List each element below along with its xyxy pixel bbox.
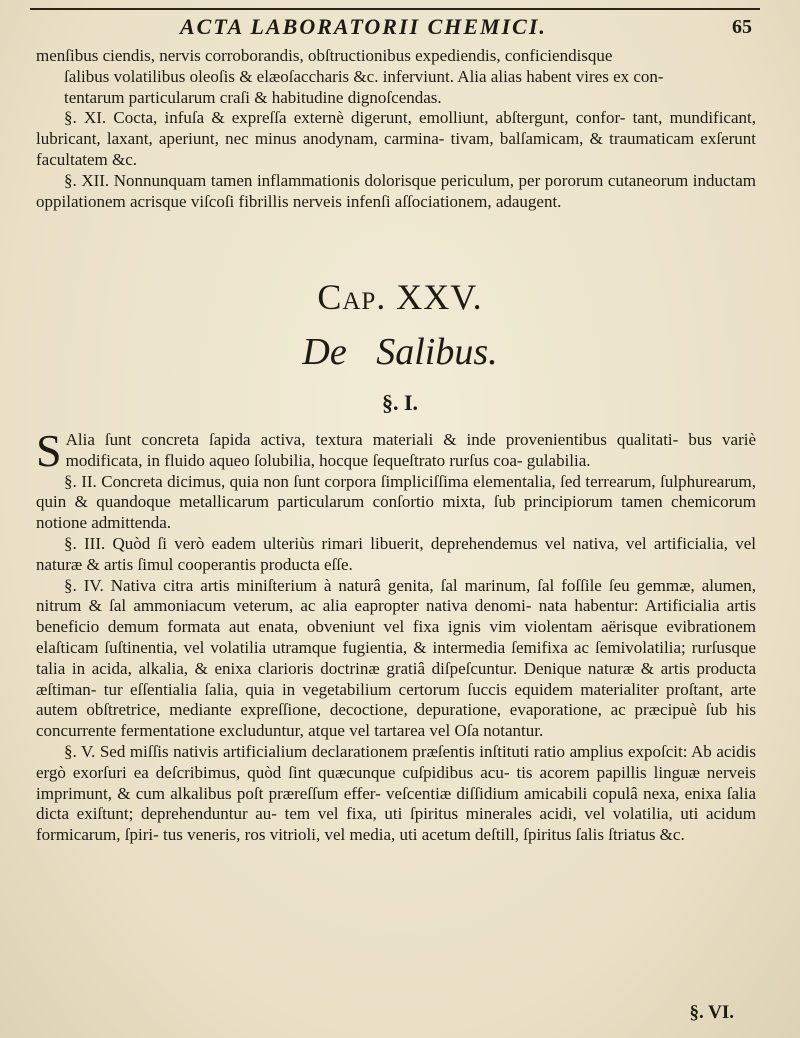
page-number: 65: [732, 16, 752, 38]
drop-cap: S: [36, 425, 62, 476]
section-ii: §. II. Concreta dicimus, quia non ſunt corpora ſimpliciſſima elementalia, ſed terrearum, ſulphurearum, quin & quandoque metallicarum particularum conſortio mixta, ſub principiorum tamen chemicorum notione admittenda.: [36, 471, 756, 533]
running-title: ACTA LABORATORII CHEMICI.: [180, 14, 547, 39]
section-mark: §. I.: [381, 390, 419, 415]
page-header: [30, 8, 760, 44]
text-line: tentarum particularum craſi & habitudine dignoſcendas.: [64, 87, 442, 107]
section-iv: §. IV. Nativa citra artis miniſterium à naturâ genita, ſal marinum, ſal foſſile ſeu gemmæ, alumen, nitrum & ſal ammoniacum veterum, ac alia eapropter nativa denomi- nata habentur: Artificialia artis beneficio demum formata aut enata, obveniunt vel fixa ignis vim violentam aërisque evibrationem elaſticam ſuſtinentia, vel volatilia utramque fugientia, & intermedia ſemifixa ac ſemivolatilia; rurſusque talia in acida, alkalia, & enixa clarioris doctrinæ gratiâ diſpeſcuntur. Denique naturæ & artis producta æſtiman- tur eſſentialia ſalia, quia in vegetabilium certorum ſuccis equidem materialiter proſtant, arte autem obſtretrice, mediante expreſſione, decoctione, depuratione, evaporatione, ac præcipuè ſub his concurrente fermentatione excluduntur, atque vel tartarea vel Oſa notantur.: [36, 575, 756, 741]
catchword: §. VI.: [689, 1002, 734, 1023]
section-xi: §. XI. Cocta, infuſa & expreſſa externè digerunt, emolliunt, abſtergunt, confor- tant, mundificant, lubricant, laxant, aperiunt, nec minus anodynam, carmina- tivam, balſamicam, & traumaticam exſerunt facultatem &c.: [36, 108, 756, 169]
section-v: §. V. Sed miſſis nativis artificialium declarationem præſentis inſtituti ratio amplius expoſcit: Ab acidis ergò exorſuri ea deſcribimus, quòd ſint quæcunque cuſpidibus acu- tis acorem papillis linguæ nerveis imprimunt, & cum alkalibus poſt præreſſum effer- veſcentiæ diſſidium amicabili copulâ nexa, enixa ſalia dicta exiſtunt; deprehenduntur au- tem vel fixa, uti ſpiritus minerales acidi, vel volatilia, uti acidum formicarum, ſpiri- tus veneris, ros vitrioli, vel media, uti acetum deſtill, ſpiritus ſalis ſtriatus &c.: [36, 741, 756, 845]
top-text-block: [36, 46, 756, 212]
section-i: [36, 425, 756, 476]
section-i-text: Alia ſunt concreta ſapida activa, textura materiali & inde provenientibus qualitati- bus variè modificata, in fluido aqueo ſolubilia, hocque ſequeſtrato rurſus coa- gulabilia.: [65, 430, 756, 470]
text-line: ſalibus volatilibus oleoſis & elæoſaccharis &c. inferviunt. Alia alias habent vires ex con-: [64, 66, 664, 86]
text-line: menſibus ciendis, nervis corroborandis, obſtructionibus expediendis, conficiendisque: [36, 46, 613, 65]
chapter-body: [36, 425, 756, 846]
chapter-number: Cap. XXV.: [317, 277, 483, 317]
section-xii: §. XII. Nonnunquam tamen inflammationis dolorisque periculum, per pororum cutaneorum inductam oppilationem acrisque viſcoſi fibrillis nerveis infenſi aſſociationem, adaugent.: [36, 170, 756, 211]
chapter-title: De Salibus.: [302, 331, 498, 373]
section-iii: §. III. Quòd ſi verò eadem ulteriùs rimari libuerit, deprehendemus vel nativa, vel artificialia, vel naturæ & artis ſimul cooperantis producta eſſe.: [36, 533, 756, 574]
